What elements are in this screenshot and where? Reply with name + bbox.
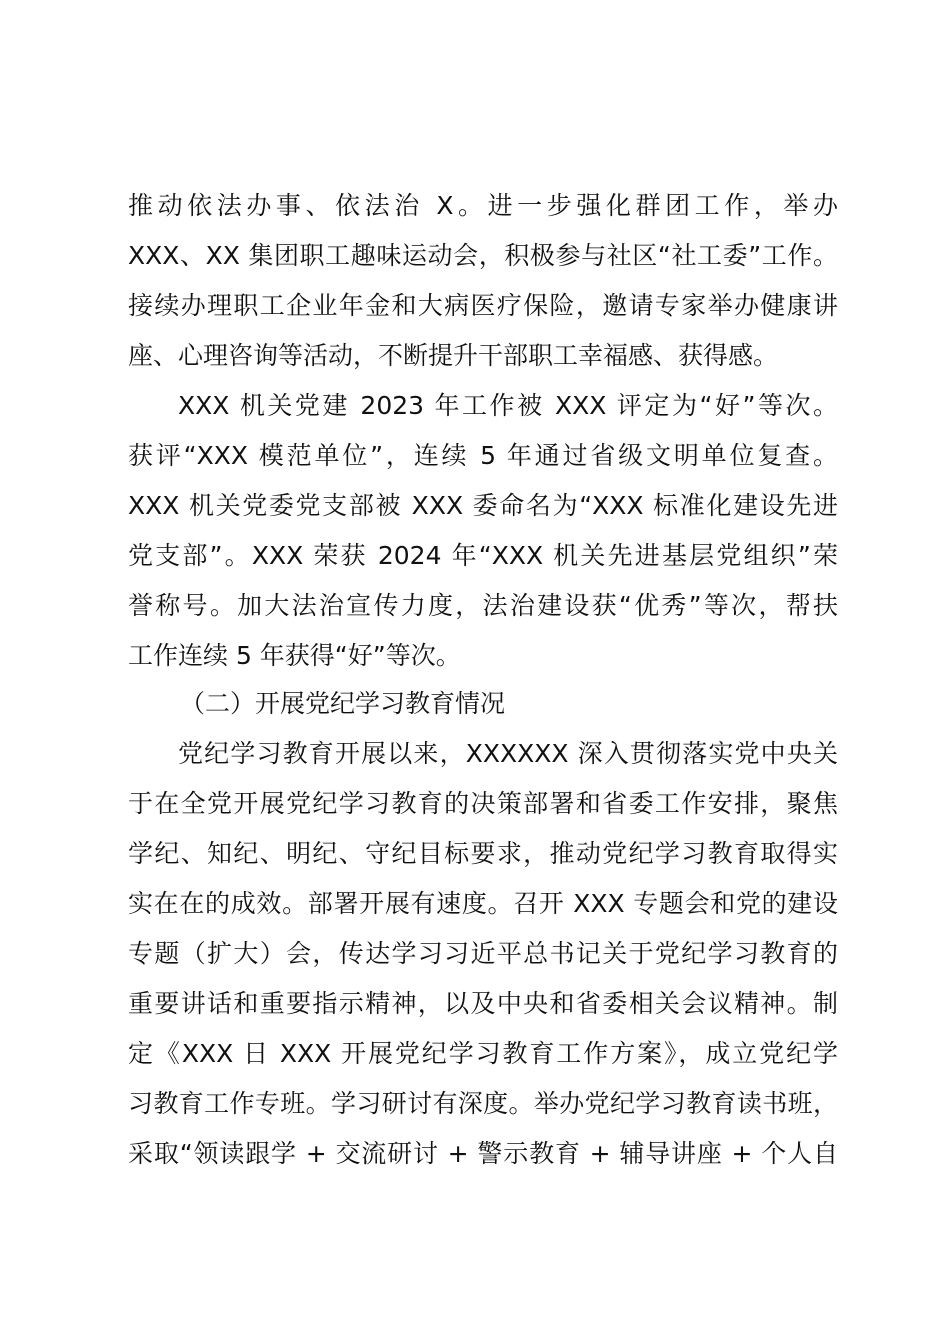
paragraph-2-line-6: 工作连续 5 年获得“好”等次。 [128, 641, 461, 670]
paragraph-2-line-5: 誉称号。加大法治宣传力度，法治建设获“优秀”等次，帮扶 [128, 591, 838, 620]
paragraph-2-line-3: XXX 机关党委党支部被 XXX 委命名为“XXX 标准化建设先进 [128, 491, 838, 520]
paragraph-3-line-5: 专题（扩大）会，传达学习习近平总书记关于党纪学习教育的 [128, 939, 838, 968]
paragraph-3-line-8: 习教育工作专班。学习研讨有深度。举办党纪学习教育读书班， [128, 1089, 838, 1118]
paragraph-1-line-4: 座、心理咨询等活动，不断提升干部职工幸福感、获得感。 [128, 341, 779, 370]
paragraph-1-line-3: 接续办理职工企业年金和大病医疗保险，邀请专家举办健康讲 [128, 291, 838, 320]
paragraph-2-line-2: 获评“XXX 模范单位”，连续 5 年通过省级文明单位复查。 [128, 441, 838, 470]
paragraph-3-line-4: 实在在的成效。部署开展有速度。召开 XXX 专题会和党的建设 [128, 889, 838, 918]
paragraph-3-line-2: 于在全党开展党纪学习教育的决策部署和省委工作安排，聚焦 [128, 789, 838, 818]
section-heading: （二）开展党纪学习教育情况 [180, 689, 506, 718]
paragraph-2-line-1: XXX 机关党建 2023 年工作被 XXX 评定为“好”等次。 [178, 391, 838, 420]
paragraph-3-line-1: 党纪学习教育开展以来，XXXXXX 深入贯彻落实党中央关 [178, 739, 838, 768]
paragraph-3-line-6: 重要讲话和重要指示精神，以及中央和省委相关会议精神。制 [128, 989, 838, 1018]
paragraph-1-line-2: XXX、XX 集团职工趣味运动会，积极参与社区“社工委”工作。 [128, 241, 838, 270]
paragraph-3-line-7: 定《XXX 日 XXX 开展党纪学习教育工作方案》，成立党纪学 [128, 1039, 838, 1068]
paragraph-3-line-3: 学纪、知纪、明纪、守纪目标要求，推动党纪学习教育取得实 [128, 839, 838, 868]
paragraph-3-line-9: 采取“领读跟学 + 交流研讨 + 警示教育 + 辅导讲座 + 个人自 [128, 1139, 838, 1168]
paragraph-1-line-1: 推动依法办事、依法治 X。进一步强化群团工作，举办 [128, 191, 838, 220]
paragraph-2-line-4: 党支部”。XXX 荣获 2024 年“XXX 机关先进基层党组织”荣 [128, 541, 838, 570]
